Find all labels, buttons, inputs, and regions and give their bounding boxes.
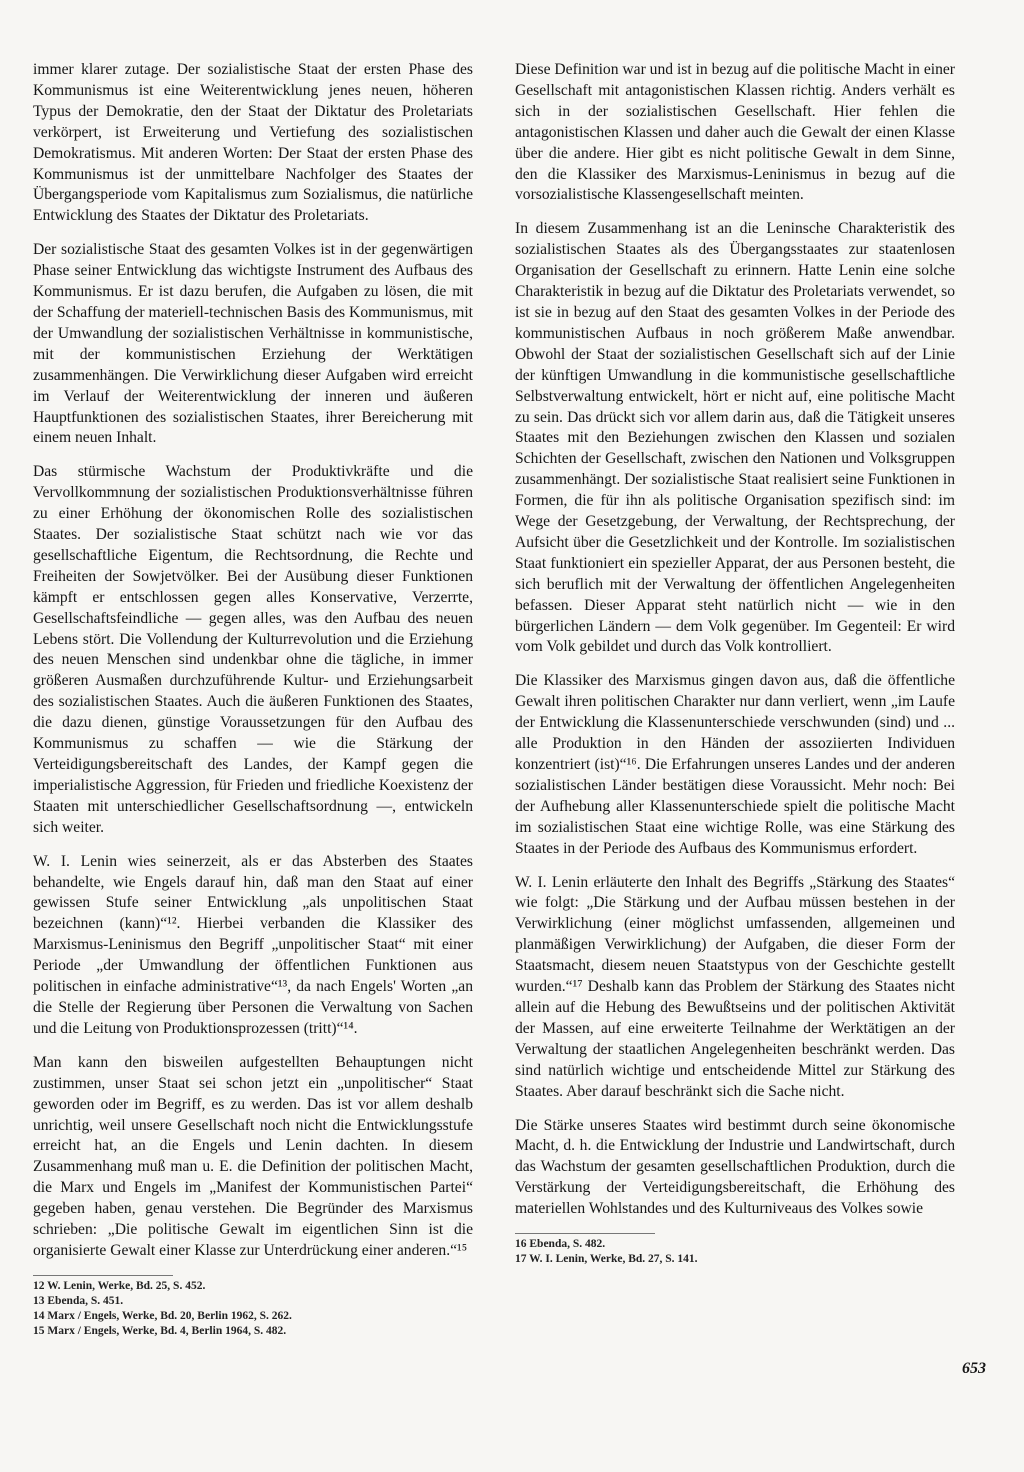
paragraph: In diesem Zusammenhang ist an die Leninsche Charakteristik des sozialistischen Staates als des Übergangsstaates zur staatenlosen Organisation der Gesellschaft zu erinnern. Hatte Lenin eine solche Charakteristik in bezug auf die Diktatur des Proletariats verwendet, so ist sie in bezug auf den Staat des gesamten Volkes in der Periode des kommunistischen Aufbaus in noch größerem Maße anwendbar. Obwohl der Staat der sozialistischen Gesellschaft sich auf der Linie der künftigen Umwandlung in die kommunistische gesellschaftliche Selbstverwaltung entwickelt, hört er nicht auf, eine politische Macht zu sein. Das drückt sich vor allem darin aus, daß die Tätigkeit unseres Staates mit den Beziehungen zwischen den Klassen und sozialen Schichten der Gesellschaft, zwischen den Nationen und Volksgruppen zusammenhängt. Der sozialistische Staat realisiert seine Funktionen in Formen, die für ihn als politische Organisation spezifisch sind: im Wege der Gesetzgebung, der Verwaltung, der Rechtsprechung, der Aufsicht über die Gesetzlichkeit und der Kontrolle. Im sozialistischen Staat funktioniert ein spezieller Apparat, der aus Personen besteht, die sich beruflich mit der Verwaltung der öffentlichen Angelegenheiten befassen. Dieser Apparat steht natürlich nicht — wie in den bürgerlichen Ländern — dem Volk gegenüber. Im Gegenteil: Er wird vom Volk gebildet und durch das Volk kontrolliert. (515, 220, 955, 656)
footnote: 17 W. I. Lenin, Werke, Bd. 27, S. 141. (515, 1253, 698, 1266)
page-number: 653 (962, 1360, 986, 1377)
paragraph: Der sozialistische Staat des gesamten Volkes ist in der gegenwärtigen Phase seiner Entwicklung das wichtigste Instrument des Aufbaus des Kommunismus. Er ist dazu berufen, die Aufgaben zu lösen, die mit der Schaffung der materiell-technischen Basis des Kommunismus, mit der Umwandlung der sozialistischen Verhältnisse in kommunistische, mit der kommunistischen Erziehung der Werktätigen zusammenhängen. Die Verwirklichung dieser Aufgaben wird erreicht im Verlauf der Weiterentwicklung der inneren und äußeren Hauptfunktionen des sozialistischen Staates, ihrer Bereicherung mit einem neuen Inhalt. (33, 241, 473, 447)
footnote: 15 Marx / Engels, Werke, Bd. 4, Berlin 1964, S. 482. (33, 1324, 287, 1337)
paragraph: immer klarer zutage. Der sozialistische Staat der ersten Phase des Kommunismus ist eine Weiterentwicklung jenes neuen, höheren Typus der Demokratie, den der Staat der Diktatur des Proletariats verkörpert, ist Erweiterung und Vertiefung des sozialistischen Demokratismus. Mit anderen Worten: Der Staat der ersten Phase des Kommunismus ist der unmittelbare Nachfolger des Staates der Übergangsperiode vom Kapitalismus zum Sozialismus, die natürliche Entwicklung des Staates der Diktatur des Proletariats. (33, 61, 473, 225)
paragraph: Das stürmische Wachstum der Produktivkräfte und die Vervollkommnung der sozialistischen Produktionsverhältnisse führen zu einer Erhöhung der ökonomischen Rolle des sozialistischen Staates. Der sozialistische Staat schützt nach wie vor das gesellschaftliche Eigentum, die Rechtsordnung, die Rechte und Freiheiten der Sowjetvölker. Bei der Ausübung dieser Funktionen kämpft er entschlossen gegen alles Konservative, Verzerrte, Gesellschaftsfeindliche — gegen alles, was den Aufbau des neuen Lebens stört. Die Vollendung der Kulturrevolution und die Erziehung des neuen Menschen sind undenkbar ohne die tägliche, in immer größeren Ausmaßen durchzuführende Kultur- und Erziehungsarbeit des sozialistischen Staates. Auch die äußeren Funktionen des Staates, die dazu dienen, günstige Voraussetzungen für den Aufbau des Kommunismus zu schaffen — wie die Stärkung der Verteidigungsbereitschaft des Landes, der Kampf gegen die imperialistische Aggression, für Frieden und friedliche Koexistenz der Staaten mit unterschiedlicher Gesellschaftsordnung —, entwickeln sich weiter. (33, 463, 473, 836)
footnote: 13 Ebenda, S. 451. (33, 1294, 124, 1307)
paragraph: Diese Definition war und ist in bezug auf die politische Macht in einer Gesellschaft mit antagonistischen Klassen richtig. Anders verhält es sich in der sozialistischen Gesellschaft. Hier fehlen die antagonistischen Klassen und daher auch die Gewalt der einen Klasse über die andere. Hier gibt es nicht politische Gewalt in dem Sinne, den die Klassiker des Marxismus-Leninismus in bezug auf die vorsozialistische Klassengesellschaft meinten. (515, 61, 955, 204)
paragraph: W. I. Lenin erläuterte den Inhalt des Begriffs „Stärkung des Staates“ wie folgt: „Die Stärkung und der Aufbau müssen bestehen in der Verwirklichung (einer möglichst umfassenden, allgemeinen und planmäßigen Verwirklichung) der Aufgaben, die dieser Form der Staatsmacht, diesem neuen Staatstypus von der Geschichte gestellt wurden.“¹⁷ Deshalb kann das Problem der Stärkung des Staates nicht allein auf die Hebung des Bewußtseins und der politischen Aktivität der Massen, auf eine erweiterte Teilnahme der Werktätigen an der Verwaltung der staatlichen Angelegenheiten beschränkt werden. Das sind natürlich wichtige und entscheidende Mittel zur Stärkung des Staates. Aber darauf beschränkt sich die Sache nicht. (515, 873, 955, 1100)
footnote: 16 Ebenda, S. 482. (515, 1238, 606, 1251)
left-column (33, 60, 473, 1339)
paragraph: Man kann den bisweilen aufgestellten Behauptungen nicht zustimmen, unser Staat sei schon jetzt ein „unpolitischer“ Staat geworden oder im Begriff, es zu werden. Das ist vor allem deshalb unrichtig, weil unsere Gesellschaft noch nicht die Entwicklungsstufe erreicht hat, an die Engels und Lenin dachten. In diesem Zusammenhang muß man u. E. die Definition der politischen Macht, die Marx und Engels im „Manifest der Kommunistischen Partei“ gegeben haben, genau verstehen. Die Begründer des Marxismus schrieben: „Die politische Gewalt im eigentlichen Sinn ist die organisierte Gewalt einer Klasse zur Unterdrückung einer anderen.“¹⁵ (33, 1053, 473, 1259)
paragraph: Die Klassiker des Marxismus gingen davon aus, daß die öffentliche Gewalt ihren politischen Charakter nur dann verliert, wenn „im Laufe der Entwicklung die Klassenunterschiede verschwunden (sind) und ... alle Produktion in den Händen der assoziierten Individuen konzentriert (ist)“¹⁶. Die Erfahrungen unseres Landes und der anderen sozialistischen Länder bestätigen diese Voraussicht. Mehr noch: Bei der Aufhebung aller Klassenunterschiede spielt die politische Macht im sozialistischen Staat eine wichtige Rolle, was eine Stärkung des Staates in der Periode des Aufbaus des Kommunismus erfordert. (515, 672, 955, 857)
right-column (515, 60, 955, 1267)
paragraph: W. I. Lenin wies seinerzeit, als er das Absterben des Staates behandelte, wie Engels darauf hin, daß man den Staat auf einer gewissen Stufe seiner Entwicklung „als unpolitischen Staat bezeichnen (kann)“¹². Hierbei verbanden die Klassiker des Marxismus-Leninismus den Begriff „unpolitischer Staat“ mit einer Periode „der Umwandlung der öffentlichen Funktionen aus politischen in einfache administrative“¹³, da nach Engels' Worten „an die Stelle der Regierung über Personen die Verwaltung von Sachen und die Leitung von Produktionsprozessen (tritt)“¹⁴. (33, 852, 473, 1037)
paragraph: Die Stärke unseres Staates wird bestimmt durch seine ökonomische Macht, d. h. die Entwicklung der Industrie und Landwirtschaft, durch das Wachstum der gesamten gesellschaftlichen Produktion, durch die Verstärkung der Verteidigungsbereitschaft, die Erhöhung des materiellen Wohlstandes und des Kulturniveaus des Volkes sowie (515, 1116, 955, 1218)
footnote: 12 W. Lenin, Werke, Bd. 25, S. 452. (33, 1279, 206, 1292)
footnote: 14 Marx / Engels, Werke, Bd. 20, Berlin 1962, S. 262. (33, 1309, 292, 1322)
